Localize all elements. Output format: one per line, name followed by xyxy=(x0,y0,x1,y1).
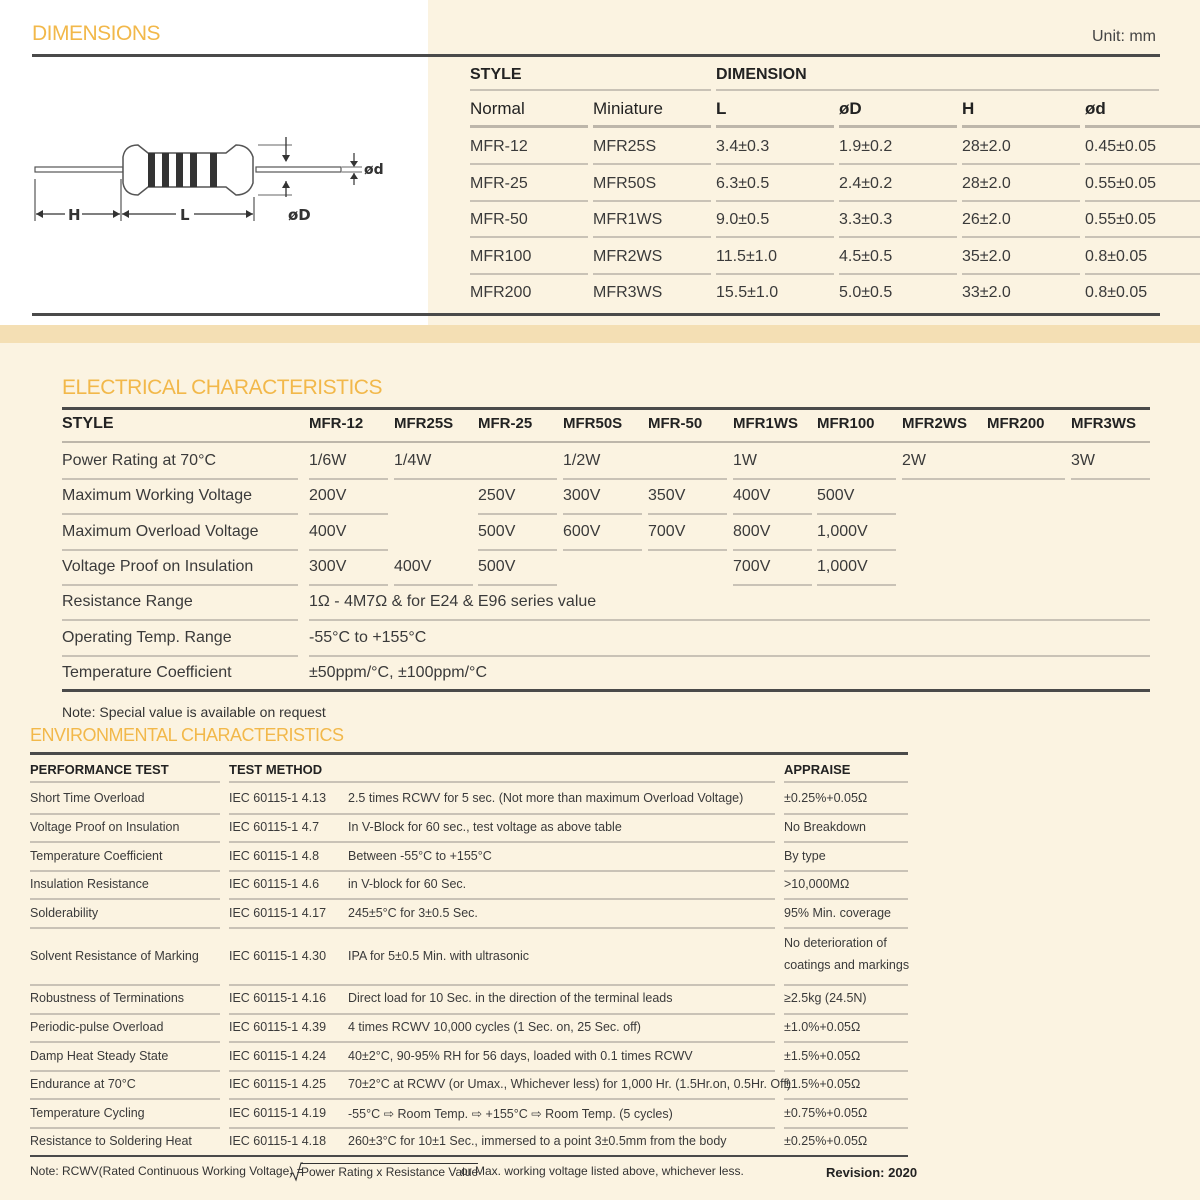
row-line xyxy=(784,1070,908,1072)
electrical-cell: 400V xyxy=(309,522,347,540)
wide-value-line xyxy=(309,619,1150,621)
column-header: L xyxy=(716,99,727,118)
electrical-cell: 1W xyxy=(733,452,757,469)
column-header: ød xyxy=(1085,99,1106,118)
dimension-cell: 0.55±0.05 xyxy=(1085,174,1157,192)
dimension-cell: 35±2.0 xyxy=(962,247,1011,265)
appraise-cell: 95% Min. coverage xyxy=(784,905,892,920)
test-standard-cell: IEC 60115-1 4.24 xyxy=(229,1048,327,1063)
appraise-cell: By type xyxy=(784,848,826,863)
electrical-cell-line xyxy=(733,549,812,551)
row-label-line xyxy=(62,584,298,586)
appraise-cell: coatings and markings xyxy=(784,958,910,972)
row-label-line xyxy=(62,513,298,515)
environmental-top-rule xyxy=(30,752,908,755)
row-label-line xyxy=(62,655,298,657)
electrical-cell: 300V xyxy=(563,487,601,505)
dimension-cell: 28±2.0 xyxy=(962,138,1011,155)
row-line xyxy=(784,1098,908,1100)
header-line xyxy=(784,781,908,783)
row-line xyxy=(1085,273,1200,275)
appraise-cell: ±1.0%+0.05Ω xyxy=(784,1019,861,1034)
row-line xyxy=(962,273,1080,275)
color-band-5 xyxy=(210,153,217,187)
model-header: MFR50S xyxy=(563,415,623,432)
test-standard-cell: IEC 60115-1 4.7 xyxy=(229,819,320,834)
row-line xyxy=(229,927,775,929)
test-standard-cell: IEC 60115-1 4.6 xyxy=(229,877,320,892)
performance-test-cell: Solderability xyxy=(30,905,99,920)
row-line xyxy=(784,1041,908,1043)
row-line xyxy=(229,1098,775,1100)
row-line xyxy=(30,984,220,986)
model-header: MFR200 xyxy=(987,415,1045,432)
appraise-header: APPRAISE xyxy=(784,762,851,777)
row-line xyxy=(962,200,1080,202)
dimension-cell: 0.55±0.05 xyxy=(1085,211,1157,228)
test-method-cell: Between -55°C to +155°C xyxy=(348,848,492,863)
row-line xyxy=(784,870,908,872)
dimension-cell: 9.0±0.5 xyxy=(716,211,770,228)
electrical-cell: 400V xyxy=(733,487,771,505)
electrical-cell: 300V xyxy=(309,557,347,575)
row-line xyxy=(470,163,588,165)
dimension-cell: 3.4±0.3 xyxy=(716,138,770,155)
appraise-cell: No deterioration of xyxy=(784,936,887,950)
resistor-diagram xyxy=(30,135,400,235)
electrical-cell-line xyxy=(563,513,642,515)
electrical-title: ELECTRICAL CHARACTERISTICS xyxy=(62,376,382,399)
row-line xyxy=(784,898,908,900)
column-header-line xyxy=(839,125,957,128)
performance-test-cell: Robustness of Terminations xyxy=(30,991,185,1006)
appraise-cell: >10,000MΩ xyxy=(784,877,850,892)
style-header: STYLE xyxy=(62,415,114,432)
electrical-row-label: Power Rating at 70°C xyxy=(62,452,217,469)
rcwv-note-prefix: Note: RCWV(Rated Continuous Working Voltage) = xyxy=(30,1164,304,1178)
row-line xyxy=(784,984,908,986)
performance-test-cell: Solvent Resistance of Marking xyxy=(30,948,199,963)
dimension-cell: 0.8±0.05 xyxy=(1085,247,1148,265)
electrical-cell: 500V xyxy=(478,557,516,575)
test-method-header: TEST METHOD xyxy=(229,762,323,777)
electrical-cell: 1/6W xyxy=(309,452,347,469)
row-line xyxy=(1085,200,1200,202)
wide-value-line xyxy=(309,655,1150,657)
test-standard-cell: IEC 60115-1 4.30 xyxy=(229,948,327,963)
column-header-line xyxy=(593,125,711,128)
row-line xyxy=(593,273,711,275)
dimension-cell: MFR-12 xyxy=(470,138,528,155)
dimension-cell: 11.5±1.0 xyxy=(716,247,777,265)
electrical-cell-line xyxy=(817,513,896,515)
row-line xyxy=(784,1013,908,1015)
test-standard-cell: IEC 60115-1 4.25 xyxy=(229,1077,327,1092)
electrical-wide-value: ±50ppm/°C, ±100ppm/°C xyxy=(309,663,487,681)
row-line xyxy=(839,163,957,165)
row-line xyxy=(30,870,220,872)
test-method-cell: In V-Block for 60 sec., test voltage as above table xyxy=(348,819,622,834)
electrical-cell: 1,000V xyxy=(817,557,868,575)
performance-test-cell: Short Time Overload xyxy=(30,791,145,806)
electrical-row-label: Resistance Range xyxy=(62,593,193,611)
left-lead xyxy=(35,167,123,172)
appraise-cell: ≥2.5kg (24.5N) xyxy=(784,991,867,1006)
electrical-cell: 250V xyxy=(478,487,516,505)
electrical-cell: 700V xyxy=(733,557,771,575)
dimension-cell: 33±2.0 xyxy=(962,284,1011,301)
dimension-cell: 0.45±0.05 xyxy=(1085,138,1157,155)
performance-test-cell: Temperature Cycling xyxy=(30,1105,145,1120)
header-line xyxy=(30,781,220,783)
appraise-cell: ±0.75%+0.05Ω xyxy=(784,1105,868,1120)
model-header: MFR25S xyxy=(394,415,454,432)
electrical-row-label: Maximum Overload Voltage xyxy=(62,522,259,540)
electrical-cell-line xyxy=(309,584,388,586)
electrical-cell: 400V xyxy=(394,557,432,575)
dimension-cell: MFR200 xyxy=(470,284,532,301)
column-header-line xyxy=(1085,125,1200,128)
row-line xyxy=(30,1070,220,1072)
electrical-cell: 800V xyxy=(733,522,771,540)
electrical-cell-line xyxy=(648,513,727,515)
performance-test-header: PERFORMANCE TEST xyxy=(30,762,169,777)
electrical-cell: 1/2W xyxy=(563,452,601,469)
row-line xyxy=(470,273,588,275)
electrical-top-rule xyxy=(62,407,1150,410)
dimensions-bottom-rule xyxy=(32,313,1160,316)
electrical-cell: 1/4W xyxy=(394,452,432,469)
row-line xyxy=(784,1127,908,1129)
model-header: MFR-25 xyxy=(478,415,533,432)
dimensions-top-rule xyxy=(32,54,1160,57)
dimension-cell: MFR2WS xyxy=(593,247,663,265)
row-line xyxy=(716,236,834,238)
performance-test-cell: Damp Heat Steady State xyxy=(30,1048,169,1063)
dimension-cell: MFR25S xyxy=(593,138,657,155)
row-label-line xyxy=(62,619,298,621)
color-band-3 xyxy=(176,153,183,187)
electrical-cell-line xyxy=(309,549,388,551)
row-line xyxy=(784,813,908,815)
test-standard-cell: IEC 60115-1 4.19 xyxy=(229,1105,327,1120)
performance-test-cell: Voltage Proof on Insulation xyxy=(30,819,180,834)
electrical-cell: 700V xyxy=(648,522,686,540)
test-standard-cell: IEC 60115-1 4.13 xyxy=(229,791,327,806)
rcwv-note-formula: Power Rating x Resistance Value xyxy=(301,1165,479,1179)
test-method-cell: 70±2°C at RCWV (or Umax., Whichever less) for 1,000 Hr. (1.5Hr.on, 0.5Hr. Off) xyxy=(348,1077,792,1092)
right-lead xyxy=(256,167,341,172)
row-line xyxy=(593,236,711,238)
model-header: MFR1WS xyxy=(733,415,798,432)
electrical-cell: 2W xyxy=(902,452,926,469)
test-method-cell: -55°C ⇨ Room Temp. ⇨ +155°C ⇨ Room Temp. (5 cycles) xyxy=(348,1106,673,1121)
electrical-wide-value: 1Ω - 4M7Ω & for E24 & E96 series value xyxy=(309,593,597,611)
electrical-cell-line xyxy=(648,549,727,551)
electrical-cell-line xyxy=(394,478,557,480)
row-line xyxy=(716,163,834,165)
row-line xyxy=(962,163,1080,165)
test-method-cell: 2.5 times RCWV for 5 sec. (Not more than maximum Overload Voltage) xyxy=(348,791,744,806)
dimension-cell: MFR3WS xyxy=(593,284,663,301)
row-line xyxy=(30,1013,220,1015)
row-line xyxy=(229,1070,775,1072)
style-header: STYLE xyxy=(470,66,522,83)
electrical-wide-value: -55°C to +155°C xyxy=(309,628,427,646)
electrical-cell: 1,000V xyxy=(817,522,868,540)
test-standard-cell: IEC 60115-1 4.16 xyxy=(229,991,327,1006)
row-line xyxy=(470,200,588,202)
row-line xyxy=(229,984,775,986)
row-line xyxy=(229,1013,775,1015)
column-header-line xyxy=(716,125,834,128)
test-method-cell: 245±5°C for 3±0.5 Sec. xyxy=(348,905,478,920)
revision-label: Revision: 2020 xyxy=(826,1165,918,1180)
test-method-cell: 4 times RCWV 10,000 cycles (1 Sec. on, 25 Sec. off) xyxy=(348,1019,641,1034)
test-method-cell: IPA for 5±0.5 Min. with ultrasonic xyxy=(348,948,530,963)
electrical-cell: 200V xyxy=(309,487,347,505)
electrical-cell-line xyxy=(733,513,812,515)
row-line xyxy=(784,841,908,843)
row-line xyxy=(784,927,908,929)
resistor-body xyxy=(123,145,253,195)
column-header: øD xyxy=(839,99,862,118)
color-band-1 xyxy=(148,153,155,187)
test-method-cell: Direct load for 10 Sec. in the direction of the terminal leads xyxy=(348,991,673,1006)
electrical-row-label: Operating Temp. Range xyxy=(62,628,232,646)
row-line xyxy=(30,898,220,900)
dimension-cell: 3.3±0.3 xyxy=(839,211,893,228)
label-l: L xyxy=(180,206,190,224)
row-line xyxy=(229,813,775,815)
model-header: MFR2WS xyxy=(902,415,967,432)
electrical-cell: 3W xyxy=(1071,452,1095,469)
electrical-cell-line xyxy=(394,584,473,586)
color-band-2 xyxy=(162,153,169,187)
row-line xyxy=(839,236,957,238)
electrical-cell: 500V xyxy=(817,487,855,505)
environmental-title: ENVIRONMENTAL CHARACTERISTICS xyxy=(30,725,344,745)
dimension-cell: MFR50S xyxy=(593,174,657,192)
electrical-cell-line xyxy=(817,584,896,586)
electrical-row-label: Temperature Coefficient xyxy=(62,663,232,681)
row-line xyxy=(1085,163,1200,165)
dimension-cell: MFR1WS xyxy=(593,211,663,228)
row-line xyxy=(229,841,775,843)
dimension-cell: 1.9±0.2 xyxy=(839,138,893,155)
dimensions-title: DIMENSIONS xyxy=(32,22,161,45)
electrical-cell-line xyxy=(563,549,642,551)
performance-test-cell: Insulation Resistance xyxy=(30,877,149,892)
model-header: MFR3WS xyxy=(1071,415,1136,432)
electrical-cell-line xyxy=(309,478,388,480)
label-h: H xyxy=(68,206,81,224)
row-line xyxy=(229,870,775,872)
performance-test-cell: Temperature Coefficient xyxy=(30,848,163,863)
electrical-cell-line xyxy=(902,478,1065,480)
electrical-bottom-rule xyxy=(62,689,1150,692)
row-line xyxy=(30,1127,220,1129)
electrical-row-label: Voltage Proof on Insulation xyxy=(62,557,254,575)
column-header-line xyxy=(470,125,588,128)
column-header: H xyxy=(962,99,975,118)
label-od-small: ød xyxy=(364,162,384,178)
dimension-cell: MFR-25 xyxy=(470,174,528,192)
electrical-row-label: Maximum Working Voltage xyxy=(62,487,252,505)
electrical-cell-line xyxy=(478,513,557,515)
row-line xyxy=(839,273,957,275)
row-line xyxy=(229,898,775,900)
dimension-cell: MFR-50 xyxy=(470,211,528,228)
electrical-cell: 350V xyxy=(648,487,686,505)
row-line xyxy=(470,236,588,238)
appraise-cell: ±1.5%+0.05Ω xyxy=(784,1077,861,1092)
electrical-cell-line xyxy=(1071,478,1150,480)
electrical-cell-line xyxy=(478,584,557,586)
section-divider-band xyxy=(0,325,1200,343)
column-header-line xyxy=(962,125,1080,128)
label-od-big: øD xyxy=(288,206,311,224)
environmental-bottom-rule xyxy=(30,1155,908,1157)
row-line xyxy=(229,1127,775,1129)
dimension-cell: 2.4±0.2 xyxy=(839,174,893,192)
dimension-cell: 28±2.0 xyxy=(962,174,1011,192)
column-header: Miniature xyxy=(593,99,663,118)
model-header: MFR-12 xyxy=(309,415,364,432)
electrical-cell-line xyxy=(563,478,727,480)
row-line xyxy=(30,813,220,815)
test-standard-cell: IEC 60115-1 4.39 xyxy=(229,1019,327,1034)
electrical-cell-line xyxy=(733,584,812,586)
column-header: Normal xyxy=(470,99,525,118)
row-line xyxy=(593,163,711,165)
performance-test-cell: Resistance to Soldering Heat xyxy=(30,1134,192,1149)
dimension-cell: 6.3±0.5 xyxy=(716,174,770,192)
test-standard-cell: IEC 60115-1 4.8 xyxy=(229,848,320,863)
header-line xyxy=(229,781,775,783)
appraise-cell: ±1.5%+0.05Ω xyxy=(784,1048,861,1063)
dimension-header: DIMENSION xyxy=(716,66,807,83)
row-line xyxy=(839,200,957,202)
test-standard-cell: IEC 60115-1 4.17 xyxy=(229,905,327,920)
row-line xyxy=(30,1098,220,1100)
row-line xyxy=(962,236,1080,238)
model-header: MFR-50 xyxy=(648,415,703,432)
style-header-line xyxy=(470,89,711,91)
row-line xyxy=(30,1041,220,1043)
row-line xyxy=(30,927,220,929)
dimension-header-line xyxy=(716,89,1159,91)
row-line xyxy=(30,841,220,843)
model-header: MFR100 xyxy=(817,415,875,432)
dimension-cell: 4.5±0.5 xyxy=(839,247,893,265)
dimension-cell: 15.5±1.0 xyxy=(716,284,779,301)
rcwv-note-suffix: or Max. working voltage listed above, whichever less. xyxy=(461,1164,744,1178)
test-method-cell: 40±2°C, 90-95% RH for 56 days, loaded with 0.1 times RCWV xyxy=(348,1048,693,1063)
color-band-4 xyxy=(190,153,197,187)
row-line xyxy=(716,273,834,275)
dimension-cell: 0.8±0.05 xyxy=(1085,284,1148,301)
appraise-cell: ±0.25%+0.05Ω xyxy=(784,791,868,806)
performance-test-cell: Endurance at 70°C xyxy=(30,1077,136,1092)
row-line xyxy=(716,200,834,202)
row-line xyxy=(1085,236,1200,238)
electrical-note: Note: Special value is available on request xyxy=(62,704,326,720)
electrical-cell-line xyxy=(733,478,896,480)
dimension-cell: MFR100 xyxy=(470,247,532,265)
electrical-cell-line xyxy=(478,549,557,551)
appraise-cell: No Breakdown xyxy=(784,819,866,834)
electrical-cell: 600V xyxy=(563,522,601,540)
appraise-cell: ±0.25%+0.05Ω xyxy=(784,1134,868,1149)
test-standard-cell: IEC 60115-1 4.18 xyxy=(229,1134,327,1149)
row-label-line xyxy=(62,549,298,551)
electrical-cell-line xyxy=(817,549,896,551)
row-line xyxy=(229,1041,775,1043)
dimension-cell: 26±2.0 xyxy=(962,211,1011,228)
dimension-cell: 5.0±0.5 xyxy=(839,284,893,301)
header-line xyxy=(62,441,1150,443)
electrical-cell: 500V xyxy=(478,522,516,540)
electrical-cell-line xyxy=(309,513,388,515)
row-label-line xyxy=(62,478,298,480)
test-method-cell: 260±3°C for 10±1 Sec., immersed to a point 3±0.5mm from the body xyxy=(348,1134,727,1149)
test-method-cell: in V-block for 60 Sec. xyxy=(348,877,467,892)
unit-label: Unit: mm xyxy=(1092,28,1156,45)
performance-test-cell: Periodic-pulse Overload xyxy=(30,1019,164,1034)
row-line xyxy=(593,200,711,202)
